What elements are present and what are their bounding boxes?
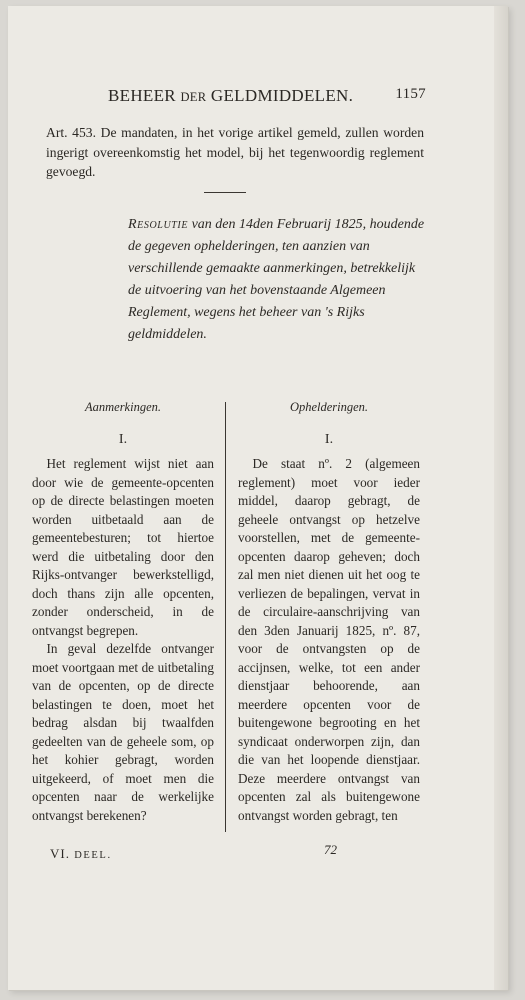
page-edge xyxy=(494,6,508,990)
item-number-left: I. xyxy=(118,431,128,447)
paragraph: In geval dezelfde ontvanger moet voortgaan met de uitbetaling van de opcenten, op de directe belastingen te doen, moet het bedrag alsdan bij twaalfden gedeelten van de geheele som, op het kohier gebragt, worden uitgekeerd, of moet men die opcenten naar de werkelijke ontvangst berekenen? xyxy=(32,641,214,823)
column-heading-left: Aanmerkingen. xyxy=(84,400,162,414)
sheet-number: 72 xyxy=(324,842,337,857)
section-divider xyxy=(204,192,246,193)
column-heading-right: Ophelderingen. xyxy=(289,400,369,414)
resolutie-lead: Resolutie xyxy=(128,217,189,232)
signature-mark: VI. DEEL. xyxy=(50,846,112,861)
column-divider xyxy=(225,402,226,832)
page-number: 1157 xyxy=(395,86,426,102)
column-ophelderingen xyxy=(238,398,420,825)
column-aanmerkingen xyxy=(32,398,214,825)
resolutie-text: van den 14den Februarij 1825, houdende de gegeven ophelderingen, ten aanzien van verschillende gemaakte aanmerkingen, betrekkelijk de uitvoering van het bovenstaande Algemeen Reglement, wegens het beheer van 's Rijks geldmiddelen. xyxy=(128,217,425,342)
article-453: Art. 453. De mandaten, in het vorige artikel gemeld, zullen worden ingerigt overeenkomstig het model, bij het tegenwoordig reglement gevoegd. xyxy=(46,125,424,179)
book-page xyxy=(8,6,508,990)
paragraph: De staat nº. 2 (algemeen reglement) moet voor ieder middel, daarop gebragt, de geheele ontvangst op hetzelve voorstellen, met de gemeente-opcenten daarop geheven; doch zal men niet dienen uit het oog te verliezen de bepalingen, vervat in de circulaire-aanschrijving van den 3den Januarij 1825, nº. 87, voor de ontvangsten op de accijnsen, welke, tot een ander dienstjaar behoorende, aan meerdere opcenten voor de buitengewone begrooting en het syndicaat onderworpen zijn, dan die van het loopende dienstjaar. Deze meerdere ontvangst van opcenten zal als buitengewone ontvangst worden gebragt, ten xyxy=(238,456,420,823)
running-title: BEHEER DER GELDMIDDELEN. xyxy=(108,86,354,105)
paragraph: Het reglement wijst niet aan door wie de gemeente-opcenten op de directe belastingen moeten worden uitbetaald aan de gemeentebesturen; tot hiertoe werd die uitbetaling door den Rijks-ontvanger bewerkstelligd, doch thans zijn alle opcenten, zonder onderscheid, in de ontvangst begrepen. xyxy=(32,456,214,638)
resolutie-block xyxy=(128,214,428,346)
item-number-right: I. xyxy=(324,431,334,447)
